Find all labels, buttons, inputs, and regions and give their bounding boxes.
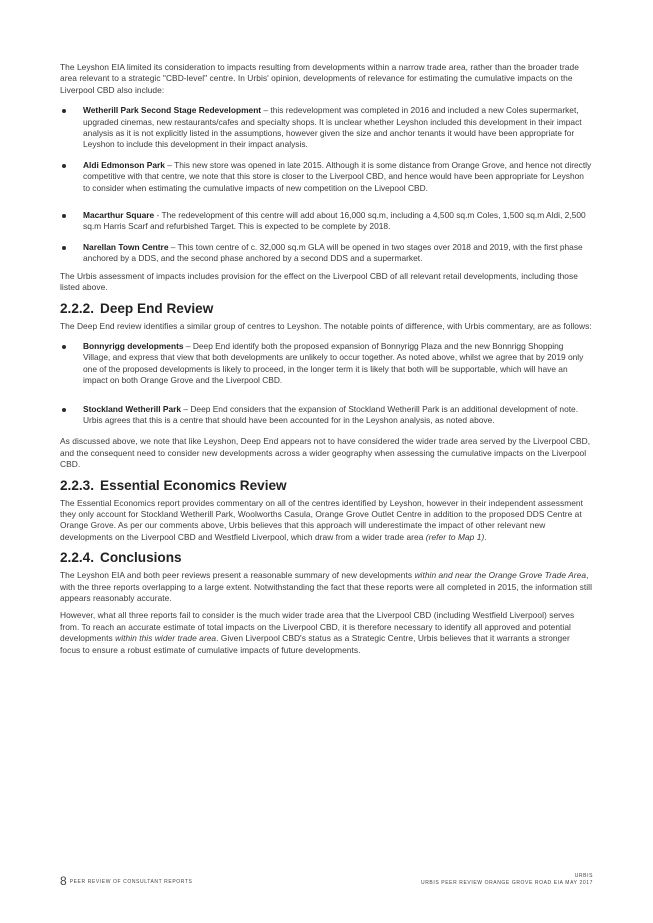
bullet-icon — [62, 408, 66, 412]
list-item: Narellan Town Centre – This town centre of c. 32,000 sq.m GLA will be opened in two stages over 2018 and 2019, with the first phase anchored by a DDS, and the second phase anchored by a second DDS and a supermarket. — [60, 242, 592, 265]
list-item-text: Deep End identify both the proposed expansion of Bonnyrigg Plaza and the new Bonnrigg Shopping Village, and express that view that both developments are unlikely to occur together. As noted above, whilst we agree that by 2019 only one of the proposed developments is likely to proceed, in the longer term it is likely that both will be supportable, which will have an impact on both Orange Grove and the Liverpool CBD. — [83, 340, 584, 386]
bullet-icon — [62, 246, 66, 250]
essential-economics-paragraph: The Essential Economics report provides commentary on all of the centres identified by Leyshon, however in their independent assessment they only account for Stockland Wetherill Park, Woolworths Casula, Orange Grove Outlet Centre in addition to the proposed DDS Centre at Orange Grove. As per our comments above, Urbis believes that this approach will underestimate the impact of other relevant new developments on the Liverpool CBD and Westfield Liverpool, which draw from a wider trade area (refer to Map 1). — [60, 497, 584, 542]
bullet-icon — [62, 214, 66, 218]
list-item-text: This town centre of c. 32,000 sq.m GLA will be opened in two stages over 2018 and 2019, with the first phase anchored by a DDS, and the second phase anchored by a second DDS and a supermarket. — [83, 241, 583, 264]
footer-section-label: PEER REVIEW OF CONSULTANT REPORTS — [69, 879, 193, 885]
list-item-text: this redevelopment was completed in 2016 and included a new Coles supermarket, upgraded cinemas, new restaurants/cafes and specialty shops. It is unclear whether Leyshon included this development in their impact analysis as it is not explicitly listed in the assumptions, however given the size and anchor tenants it would have been appropriate for Leyshon to include this development in their impact analysis. — [83, 105, 582, 150]
list-item-title: Aldi Edmonson Park — [83, 159, 165, 170]
list-item-title: Macarthur Square — [83, 210, 155, 221]
deep-end-intro: The Deep End review identifies a similar group of centres to Leyshon. The notable points of difference, with Urbis commentary, are as follows: — [60, 320, 592, 331]
bullet-icon — [62, 164, 66, 168]
section-heading-conclusions: 2.2.4. Conclusions — [60, 550, 182, 566]
list-item: Aldi Edmonson Park – This new store was opened in late 2015. Although it is some distance from Orange Grove, and hence not directly competitive with that centre, we note that this store is closer to the Liverpool CBD, and hence would have been appropriate for Leyshon to consider when estimating the cumulative impacts of new competition on the Livepool CBD. — [60, 160, 592, 194]
list-item-title: Bonnyrigg developments — [83, 340, 184, 351]
list-item: Macarthur Square - The redevelopment of this centre will add about 16,000 sq.m, including a 4,500 sq.m Coles, 1,500 sq.m Aldi, 2,500 sq.m Harris Scarf and refurbished Target. This is expected to be complete by 2018. — [60, 210, 592, 233]
developments-list — [60, 105, 592, 264]
footer-brand: URBIS — [574, 873, 593, 879]
conclusions-paragraph-2: However, what all three reports fail to consider is the much wider trade area that the Liverpool CBD (including Westfield Liverpool) serves from. To reach an accurate estimate of total impacts on the Liverpool CBD, it is therefore necessary to identify all approved and potential developments within this wider trade area. Given Liverpool CBD's status as a Strategic Centre, Urbis believes that it warrants a stronger focus to ensure a robust estimate of cumulative impacts of future developments. — [60, 610, 575, 655]
deep-end-list — [60, 341, 592, 426]
list-item-text: Deep End considers that the expansion of Stockland Wetherill Park is an additional development of note. Urbis agrees that this is a centre that should have been accounted for in the Leyshon analysis, as noted above. — [83, 403, 579, 425]
section-heading-essential-economics: 2.2.3. Essential Economics Review — [60, 477, 287, 493]
intro-paragraph: The Leyshon EIA limited its consideration to impacts resulting from developments within a narrow trade area, rather than the broader trade area relevant to a strategic "CBD-level" centre. In Urbis' opinion, developments of relevance for estimating the cumulative impacts on the Liverpool CBD also include: — [60, 62, 579, 95]
map-reference: (refer to Map 1) — [425, 531, 485, 542]
document-body — [60, 62, 592, 656]
list-item: Wetherill Park Second Stage Redevelopment – this redevelopment was completed in 2016 and included a new Coles supermarket, upgraded cinemas, new restaurants/cafes and specialty shops. It is unclear whether Leyshon included this development in their impact analysis as it is not explicitly listed in the assumptions, however given the size and anchor tenants it would have been appropriate for Leyshon to include this development in their impact analysis. — [60, 105, 592, 151]
list-item-title: Wetherill Park Second Stage Redevelopment — [83, 105, 262, 116]
list-item-title: Stockland Wetherill Park — [83, 403, 182, 414]
after-list-paragraph: The Urbis assessment of impacts includes provision for the effect on the Liverpool CBD of all relevant retail developments, including those listed above. — [60, 270, 578, 293]
deep-end-closing: As discussed above, we note that like Leyshon, Deep End appears not to have considered the wider trade area served by the Liverpool CBD, and the consequent need to consider new developments across a wider geography when assessing the cumulative impacts on the Liverpool CBD. — [60, 436, 591, 470]
bullet-icon — [62, 109, 66, 113]
list-item-text: This new store was opened in late 2015. Although it is some distance from Orange Grove, and hence not directly competitive with that centre, we note that this store is closer to the Liverpool CBD, and hence would have been appropriate for Leyshon to consider when estimating the cumulative impacts of new competition on the Livepool CBD. — [83, 159, 592, 193]
page-number: 8 — [60, 874, 67, 888]
footer-right — [421, 873, 593, 887]
footer-left — [60, 874, 192, 888]
conclusions-paragraph-1: The Leyshon EIA and both peer reviews present a reasonable summary of new developments within and near the Orange Grove Trade Area, with the three reports overlapping to a large extent. Notwithstanding the fact that these reports were all completed in 2015, the information still appears reasonably accurate. — [60, 570, 593, 603]
list-item-title: Narellan Town Centre — [83, 241, 169, 252]
list-item: Bonnyrigg developments – Deep End identify both the proposed expansion of Bonnyrigg Plaza and the new Bonnrigg Shopping Village, and express that view that both developments are unlikely to occur together. As noted above, whilst we agree that by 2019 only one of the proposed developments is likely to proceed, in the longer term it is likely that both will be supportable, which will have an impact on both Orange Grove and the Liverpool CBD. — [60, 341, 592, 387]
bullet-icon — [62, 345, 66, 349]
footer-document-title: URBIS PEER REVIEW ORANGE GROVE ROAD EIA MAY 2017 — [421, 880, 593, 886]
section-heading-deep-end: 2.2.2. Deep End Review — [60, 300, 214, 316]
list-item: Stockland Wetherill Park – Deep End considers that the expansion of Stockland Wetherill Park is an additional development of note. Urbis agrees that this is a centre that should have been accounted for in the Leyshon analysis, as noted above. — [60, 404, 592, 427]
list-item-text: The redevelopment of this centre will add about 16,000 sq.m, including a 4,500 sq.m Coles, 1,500 sq.m Aldi, 2,500 sq.m Harris Scarf and refurbished Target. This is expected to be complete by 2018. — [83, 210, 586, 232]
